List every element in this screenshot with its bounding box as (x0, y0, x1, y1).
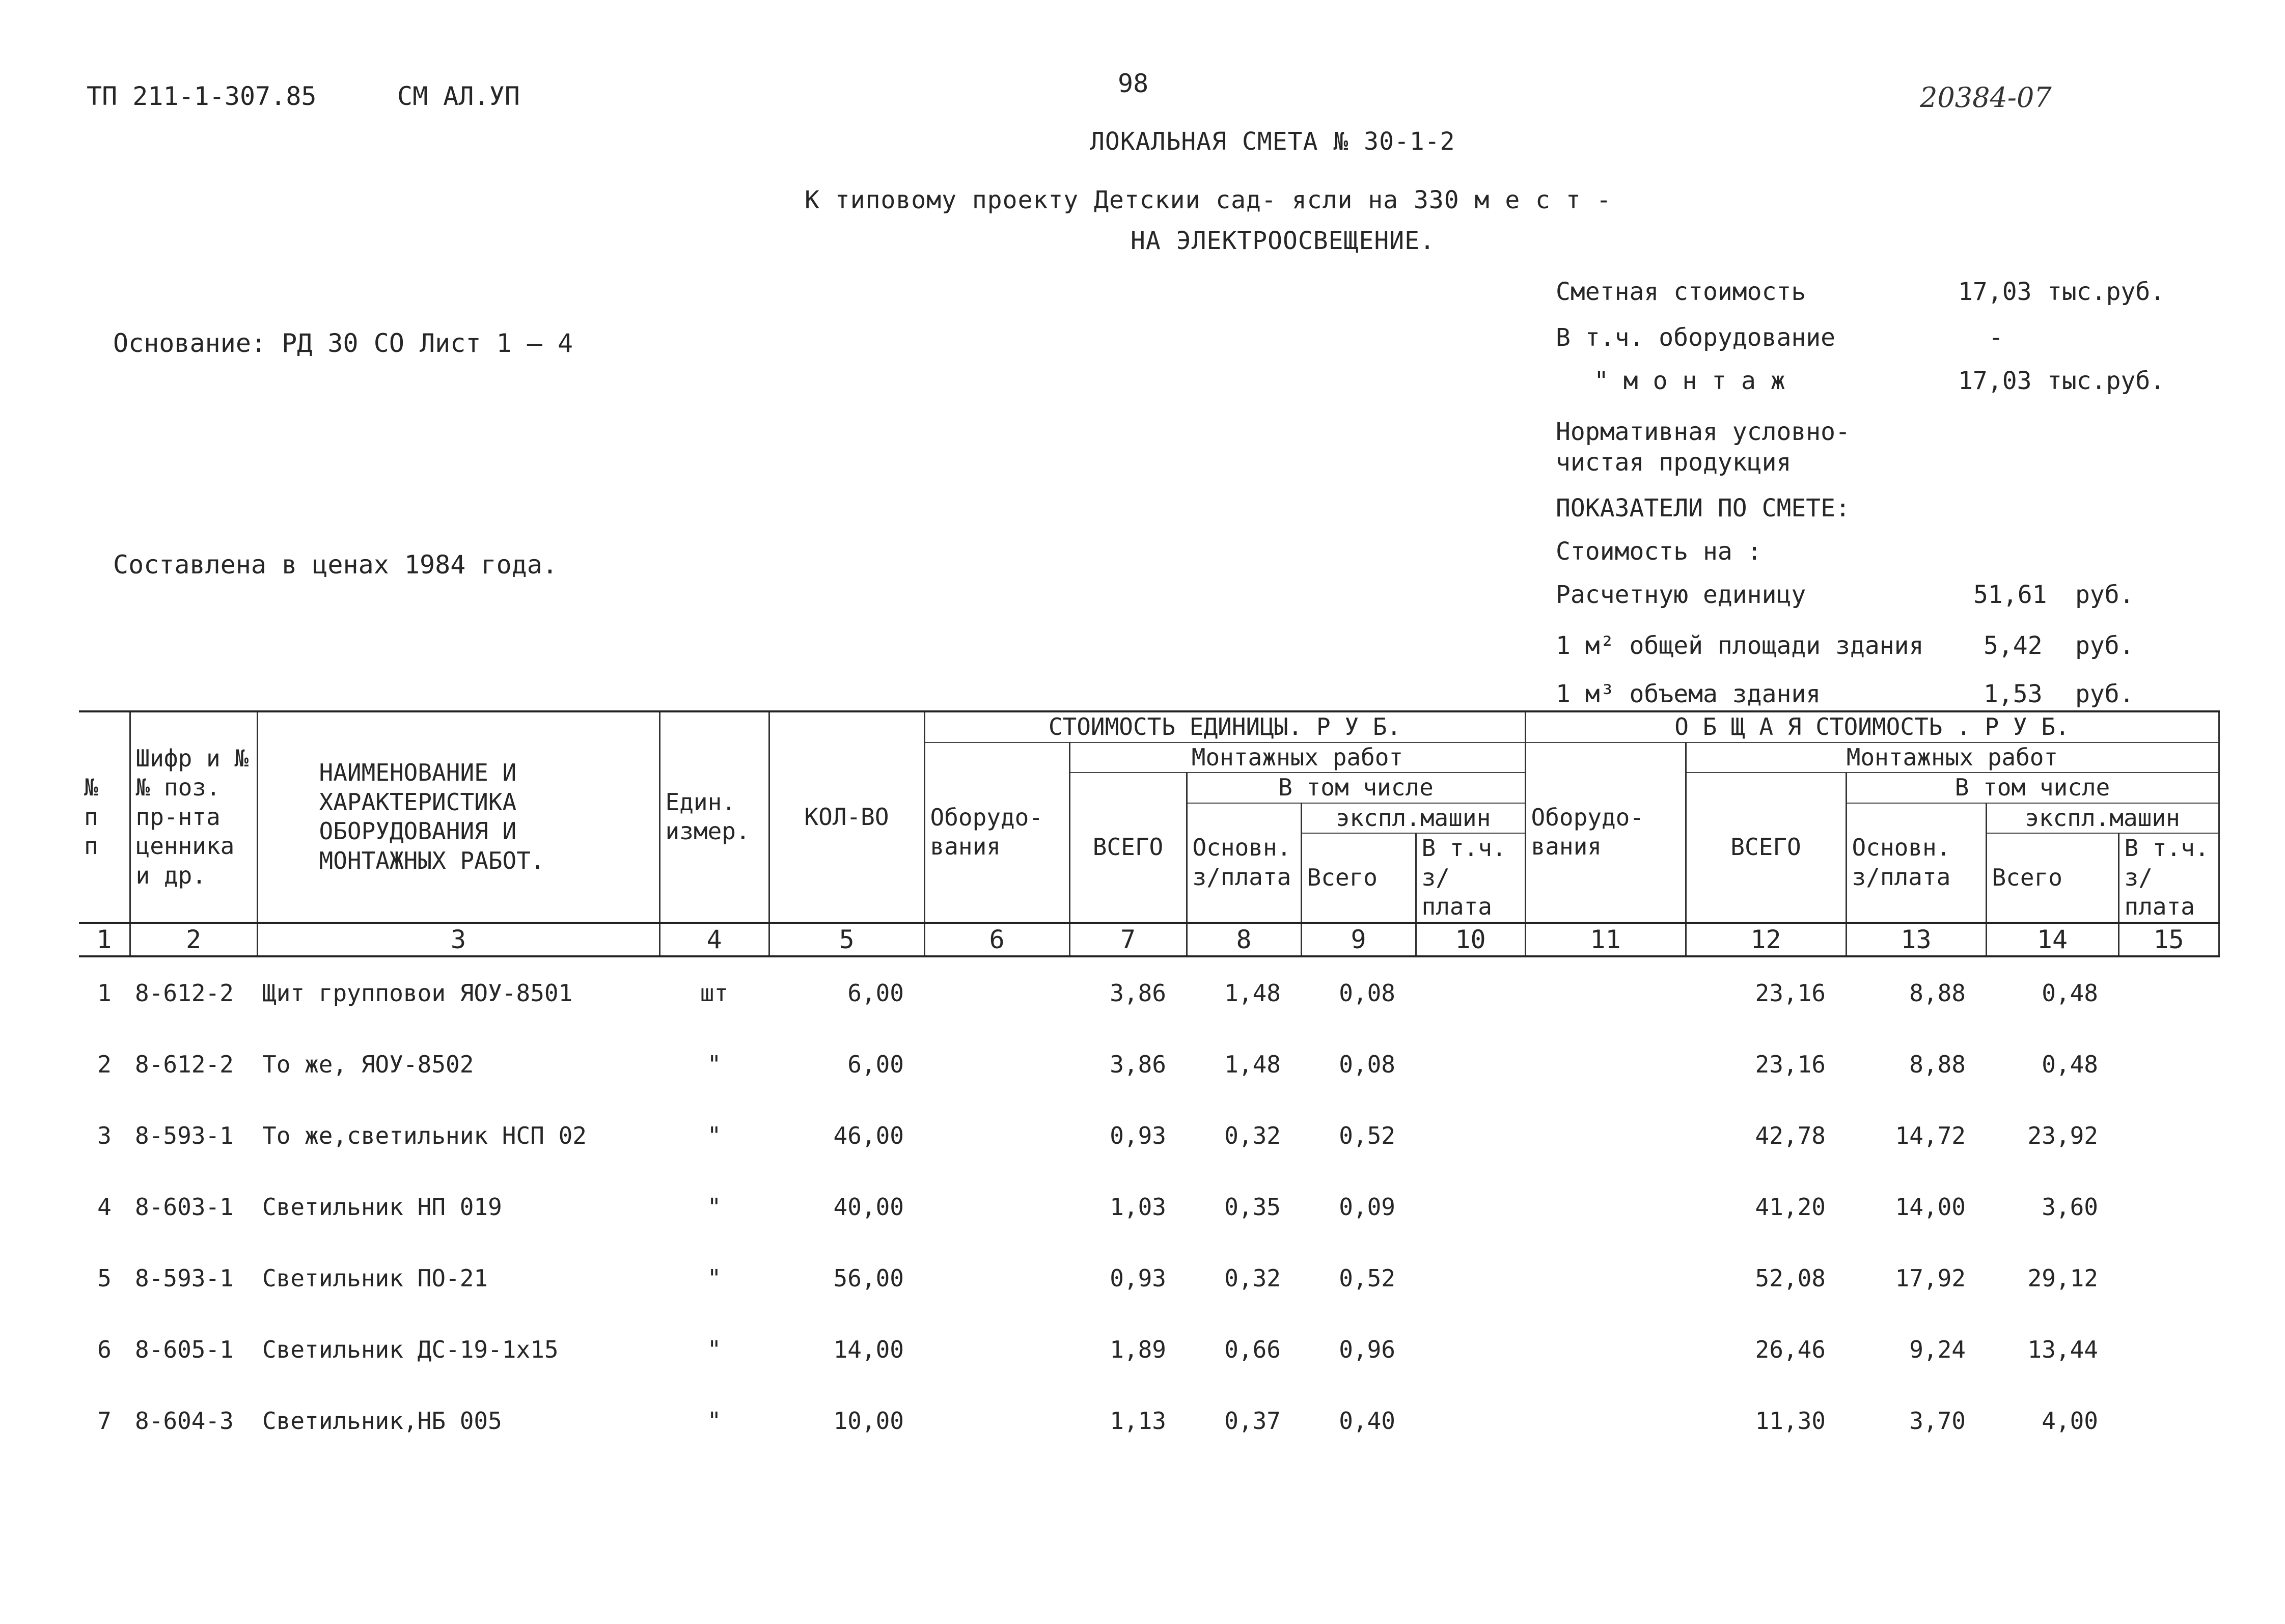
row-total-equipment (1525, 1029, 1686, 1100)
row-unit-wage: 0,35 (1224, 1193, 1281, 1221)
column-number: 4 (659, 923, 769, 957)
row-unit-wage: 0,66 (1224, 1336, 1281, 1363)
row-unit: " (707, 1122, 722, 1149)
header-name: НАИМЕНОВАНИЕ И ХАРАКТЕРИСТИКА ОБОРУДОВАНИЯ И МОНТАЖНЫХ РАБОТ. (257, 711, 659, 923)
header-total-including: В том числе (1846, 773, 2219, 803)
row-total-total: 23,16 (1755, 1051, 1826, 1078)
row-total-equipment (1525, 1314, 1686, 1385)
row-code: 8-612-2 (135, 979, 234, 1007)
per-unit-value: 51,61 (1973, 581, 2047, 609)
header-unit-cost-group: СТОИМОСТЬ ЕДИНИЦЫ. Р У Б. (924, 711, 1525, 742)
installation-cost-label: " м о н т а ж (1594, 367, 1785, 395)
column-number: 9 (1301, 923, 1416, 957)
header-total-machines-wage: В т.ч. з/плата (2118, 833, 2219, 923)
basis-note: Основание: РД 30 СО Лист 1 — 4 (113, 328, 573, 358)
row-unit-machines: 0,09 (1339, 1193, 1395, 1221)
column-number: 11 (1525, 923, 1686, 957)
header-unit-including: В том числе (1187, 773, 1525, 803)
row-total-equipment (1525, 1100, 1686, 1171)
column-number: 15 (2118, 923, 2219, 957)
table-row (79, 1243, 2219, 1314)
column-number: 6 (924, 923, 1069, 957)
row-unit: " (707, 1051, 722, 1078)
row-unit-wage: 0,32 (1224, 1264, 1281, 1292)
estimate-subject: НА ЭЛЕКТРООСВЕЩЕНИЕ. (1131, 227, 1435, 255)
column-number: 1 (79, 923, 130, 957)
project-title: К типовому проекту Детскии сад- ясли на 330 м е с т - (805, 186, 1612, 214)
column-number: 2 (130, 923, 257, 957)
row-unit-total: 1,03 (1110, 1193, 1166, 1221)
row-number: 5 (97, 1264, 112, 1292)
row-total-machines-wage (2118, 1243, 2219, 1314)
row-code: 8-604-3 (135, 1407, 234, 1435)
header-total-machines-total: Всего (1986, 833, 2118, 923)
estimated-cost-label: Сметная стоимость (1556, 278, 1806, 306)
header-unit-machines-total: Всего (1301, 833, 1416, 923)
equipment-cost-value: - (1989, 323, 2003, 352)
row-total-machines: 4,00 (2042, 1407, 2098, 1435)
header-unit: Един. измер. (659, 711, 769, 923)
row-unit: " (707, 1193, 722, 1221)
row-total-machines-wage (2118, 1314, 2219, 1385)
row-unit-machines-wage (1416, 1100, 1525, 1171)
row-total-machines: 0,48 (2042, 979, 2098, 1007)
page-number: 98 (1118, 69, 1149, 98)
row-total-machines: 3,60 (2042, 1193, 2098, 1221)
row-unit-equipment (924, 956, 1069, 1029)
row-unit-machines: 0,08 (1339, 979, 1395, 1007)
row-unit-machines-wage (1416, 1385, 1525, 1456)
row-code: 8-612-2 (135, 1051, 234, 1078)
row-name: Светильник,НБ 005 (262, 1407, 502, 1435)
table-row (79, 1029, 2219, 1100)
row-total-total: 42,78 (1755, 1122, 1826, 1149)
row-unit-wage: 0,32 (1224, 1122, 1281, 1149)
row-code: 8-593-1 (135, 1122, 234, 1149)
row-unit-equipment (924, 1385, 1069, 1456)
row-unit-total: 3,86 (1110, 1051, 1166, 1078)
estimate-table (79, 710, 2220, 1456)
row-unit: " (707, 1407, 722, 1435)
row-unit-machines: 0,96 (1339, 1336, 1395, 1363)
column-number: 13 (1846, 923, 1986, 957)
row-name: Светильник ПО-21 (262, 1264, 488, 1292)
row-quantity: 6,00 (847, 979, 904, 1007)
row-number: 6 (97, 1336, 112, 1363)
row-total-machines: 23,92 (2027, 1122, 2098, 1149)
row-total-wage: 8,88 (1909, 979, 1966, 1007)
row-unit-wage: 1,48 (1224, 979, 1281, 1007)
row-unit-total: 1,89 (1110, 1336, 1166, 1363)
row-unit-machines: 0,52 (1339, 1122, 1395, 1149)
row-code: 8-593-1 (135, 1264, 234, 1292)
row-unit-total: 3,86 (1110, 979, 1166, 1007)
header-unit-total: ВСЕГО (1069, 773, 1187, 923)
row-total-machines: 29,12 (2027, 1264, 2098, 1292)
per-m2-unit: руб. (2075, 631, 2134, 660)
header-unit-equipment: Оборудо- вания (924, 742, 1069, 923)
per-m3-label: 1 м³ объема здания (1556, 680, 1821, 708)
per-m3-unit: руб. (2075, 680, 2134, 708)
row-quantity: 10,00 (833, 1407, 904, 1435)
row-quantity: 14,00 (833, 1336, 904, 1363)
row-name: То же,светильник НСП 02 (262, 1122, 587, 1149)
row-total-machines: 13,44 (2027, 1336, 2098, 1363)
header-unit-base-wage: Основн. з/плата (1187, 803, 1301, 923)
header-unit-machines-wage: В т.ч. з/плата (1416, 833, 1525, 923)
row-total-machines-wage (2118, 956, 2219, 1029)
row-name: Светильник ДС-19-1х15 (262, 1336, 559, 1363)
row-unit: " (707, 1264, 722, 1292)
estimated-cost-value: 17,03 (1958, 278, 2032, 306)
per-m2-label: 1 м² общей площади здания (1556, 631, 1924, 660)
column-number: 3 (257, 923, 659, 957)
row-total-total: 26,46 (1755, 1336, 1826, 1363)
row-unit-machines-wage (1416, 1314, 1525, 1385)
estimated-cost-unit: тыс.руб. (2047, 278, 2165, 306)
header-total-base-wage: Основн. з/плата (1846, 803, 1986, 923)
row-unit-equipment (924, 1314, 1069, 1385)
row-unit-equipment (924, 1171, 1069, 1243)
row-total-machines-wage (2118, 1385, 2219, 1456)
row-total-machines: 0,48 (2042, 1051, 2098, 1078)
row-unit-wage: 0,37 (1224, 1407, 1281, 1435)
per-m3-value: 1,53 (1984, 680, 2043, 708)
row-unit-total: 1,13 (1110, 1407, 1166, 1435)
row-unit-total: 0,93 (1110, 1122, 1166, 1149)
row-total-wage: 14,72 (1895, 1122, 1966, 1149)
row-name: Светильник НП 019 (262, 1193, 502, 1221)
row-total-total: 23,16 (1755, 979, 1826, 1007)
column-number-row (79, 923, 2219, 957)
row-total-total: 52,08 (1755, 1264, 1826, 1292)
column-number: 12 (1686, 923, 1846, 957)
header-unit-installation: Монтажных работ (1069, 742, 1525, 773)
equipment-cost-label: В т.ч. оборудование (1556, 323, 1836, 352)
prices-note: Составлена в ценах 1984 года. (113, 550, 558, 580)
header-code: Шифр и №№ поз. пр-нта ценника и др. (130, 711, 257, 923)
row-total-equipment (1525, 956, 1686, 1029)
header-total-machines: экспл.машин (1986, 803, 2219, 834)
row-unit-machines-wage (1416, 1029, 1525, 1100)
column-number: 8 (1187, 923, 1301, 957)
row-unit-machines-wage (1416, 956, 1525, 1029)
per-unit-unit: руб. (2075, 581, 2134, 609)
row-unit: шт (700, 979, 729, 1007)
installation-cost-value: 17,03 (1958, 367, 2032, 395)
table-row (79, 1100, 2219, 1171)
row-quantity: 6,00 (847, 1051, 904, 1078)
row-number: 1 (97, 979, 112, 1007)
row-number: 7 (97, 1407, 112, 1435)
row-code: 8-603-1 (135, 1193, 234, 1221)
row-quantity: 40,00 (833, 1193, 904, 1221)
row-number: 4 (97, 1193, 112, 1221)
row-unit-equipment (924, 1243, 1069, 1314)
album-code: СМ АЛ.УП (397, 81, 520, 111)
header-total-equipment: Оборудо- вания (1525, 742, 1686, 923)
row-unit-total: 0,93 (1110, 1264, 1166, 1292)
row-name: То же, ЯОУ-8502 (262, 1051, 474, 1078)
column-number: 5 (769, 923, 924, 957)
row-total-total: 41,20 (1755, 1193, 1826, 1221)
row-total-wage: 14,00 (1895, 1193, 1966, 1221)
row-total-equipment (1525, 1385, 1686, 1456)
header-total-cost-group: О Б Щ А Я СТОИМОСТЬ . Р У Б. (1525, 711, 2219, 742)
row-unit-machines-wage (1416, 1243, 1525, 1314)
row-unit-equipment (924, 1100, 1069, 1171)
row-unit-wage: 1,48 (1224, 1051, 1281, 1078)
table-row (79, 1171, 2219, 1243)
header-total-installation: Монтажных работ (1686, 742, 2219, 773)
row-total-equipment (1525, 1171, 1686, 1243)
row-quantity: 46,00 (833, 1122, 904, 1149)
installation-cost-unit: тыс.руб. (2047, 367, 2165, 395)
row-total-machines-wage (2118, 1100, 2219, 1171)
header-total-total: ВСЕГО (1686, 773, 1846, 923)
row-total-machines-wage (2118, 1029, 2219, 1100)
document-code: ТП 211-1-307.85 (87, 81, 317, 111)
row-total-total: 11,30 (1755, 1407, 1826, 1435)
row-unit-equipment (924, 1029, 1069, 1100)
row-total-equipment (1525, 1243, 1686, 1314)
row-total-wage: 17,92 (1895, 1264, 1966, 1292)
table-row (79, 1385, 2219, 1456)
header-quantity: КОЛ-ВО (769, 711, 924, 923)
header-unit-machines: экспл.машин (1301, 803, 1525, 834)
row-unit-machines: 0,40 (1339, 1407, 1395, 1435)
row-total-wage: 3,70 (1909, 1407, 1966, 1435)
row-code: 8-605-1 (135, 1336, 234, 1363)
table-row (79, 956, 2219, 1029)
row-unit: " (707, 1336, 722, 1363)
per-unit-label: Расчетную единицу (1556, 581, 1806, 609)
table-row (79, 1314, 2219, 1385)
column-number: 14 (1986, 923, 2118, 957)
estimate-title: ЛОКАЛЬНАЯ СМЕТА № 30-1-2 (1090, 127, 1455, 156)
per-m2-value: 5,42 (1984, 631, 2043, 660)
row-unit-machines: 0,08 (1339, 1051, 1395, 1078)
column-number: 10 (1416, 923, 1525, 957)
row-quantity: 56,00 (833, 1264, 904, 1292)
row-unit-machines: 0,52 (1339, 1264, 1395, 1292)
row-number: 2 (97, 1051, 112, 1078)
header-row-number: № п п (79, 711, 130, 923)
table-body (79, 956, 2219, 1456)
row-name: Щит групповои ЯОУ-8501 (262, 979, 573, 1007)
column-number: 7 (1069, 923, 1187, 957)
row-unit-machines-wage (1416, 1171, 1525, 1243)
row-total-wage: 8,88 (1909, 1051, 1966, 1078)
row-total-machines-wage (2118, 1171, 2219, 1243)
inventory-number: 20384-07 (1920, 81, 2052, 114)
row-number: 3 (97, 1122, 112, 1149)
row-total-wage: 9,24 (1909, 1336, 1966, 1363)
